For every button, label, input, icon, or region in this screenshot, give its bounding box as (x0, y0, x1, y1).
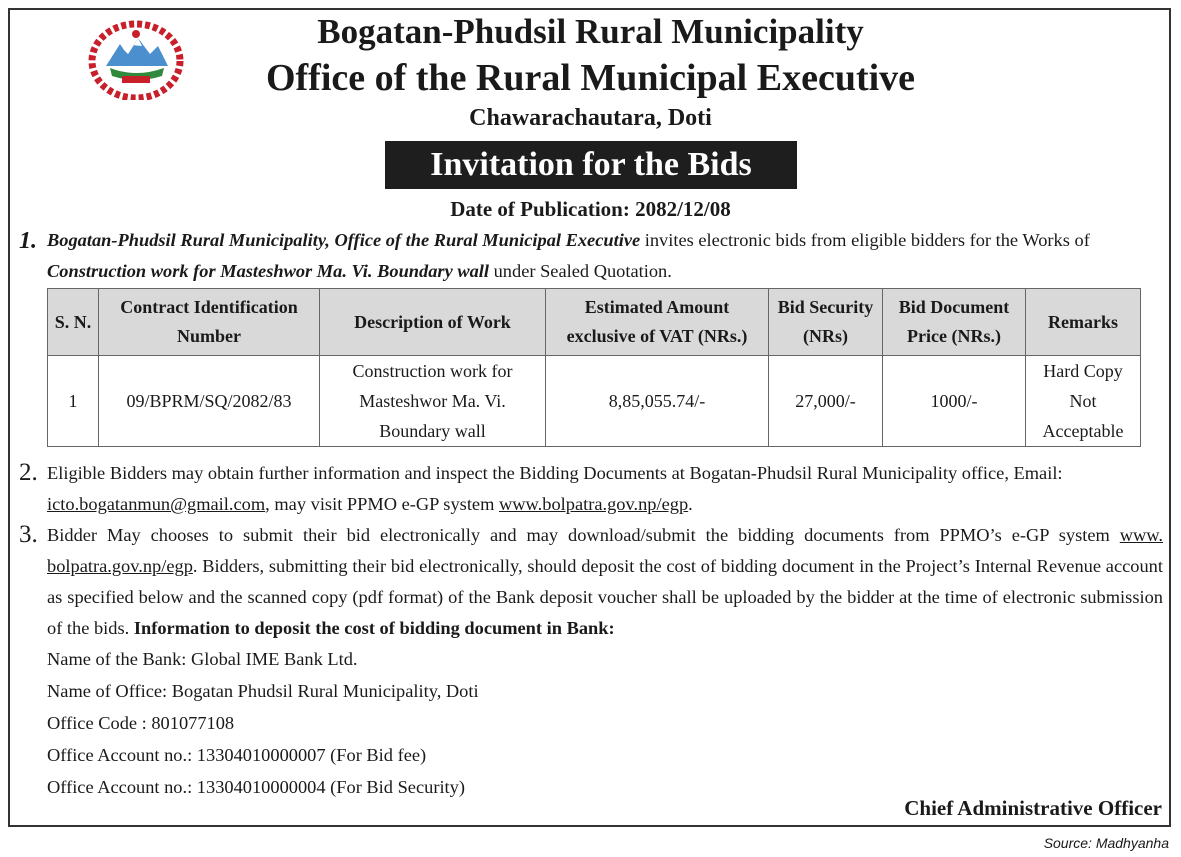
bank-name: Name of the Bank: Global IME Bank Ltd. (47, 649, 358, 669)
bid-table (47, 288, 1141, 447)
item-3-text-a: Bidder May chooses to submit their bid electronically and may download/submit the bidding documents from PPMO’s e-GP system (47, 525, 1120, 545)
notice-title-banner: Invitation for the Bids (385, 141, 797, 189)
source-credit: Source: Madhyanha (1043, 835, 1169, 851)
municipality-name: Bogatan-Phudsil Rural Municipality (317, 12, 864, 51)
header-doc-price: Bid Document Price (NRs.) (883, 289, 1026, 356)
cell-remarks: Hard Copy Not Acceptable (1026, 356, 1141, 447)
cell-amount: 8,85,055.74/- (546, 356, 769, 447)
header-security: Bid Security (NRs) (769, 289, 883, 356)
email-link[interactable]: icto.bogatanmun@gmail.com (47, 494, 266, 514)
item-1-text-a: invites electronic bids from eligible bidders for the Works of (640, 230, 1090, 250)
header-sn: S. N. (48, 289, 99, 356)
office-code: Office Code : 801077108 (47, 713, 235, 733)
table-row (48, 356, 1141, 447)
item-2-text (47, 458, 1163, 520)
item-3-text (47, 520, 1163, 644)
cell-description: Construction work for Masteshwor Ma. Vi. Boundary wall (320, 356, 546, 447)
account-security: Office Account no.: 13304010000004 (For Bid Security) (47, 777, 465, 797)
item-2-text-b: , may visit PPMO e-GP system (265, 494, 499, 514)
header-remarks: Remarks (1026, 289, 1141, 356)
cell-sn: 1 (48, 356, 99, 447)
item-1-work: Construction work for Masteshwor Ma. Vi. Boundary wall (47, 261, 490, 281)
signature-title: Chief Administrative Officer (904, 796, 1162, 820)
office-location: Chawarachautara, Doti (469, 105, 712, 131)
publication-date: Date of Publication: 2082/12/08 (450, 197, 731, 221)
item-1-text-b: under Sealed Quotation. (489, 261, 672, 281)
cell-security: 27,000/- (769, 356, 883, 447)
office-name: Office of the Rural Municipal Executive (265, 57, 916, 99)
item-number-2: 2. (19, 459, 38, 486)
item-2-text-c: . (688, 494, 693, 514)
item-3-text-b: . Bidders, submitting their bid electronically, should deposit the cost of bidding document in the Project’s Internal Revenue account as specified below and the scanned copy (pdf format) of the Bank deposit voucher shall be uploaded by the bidder at the time of electronic submission of the bids. (47, 556, 1163, 638)
table-header-row (48, 289, 1141, 356)
item-3-bold: Information to deposit the cost of bidding document in Bank: (133, 618, 615, 638)
item-2-text-a: Eligible Bidders may obtain further information and inspect the Bidding Documents at Bogatan-Phudsil Rural Municipality office, Email: (47, 463, 1063, 483)
egp-link[interactable]: www.bolpatra.gov.np/egp (499, 494, 689, 514)
egp-link-2[interactable]: www. bolpatra.gov.np/egp (47, 525, 1163, 576)
header-amount: Estimated Amount exclusive of VAT (NRs.) (546, 289, 769, 356)
item-number-3: 3. (19, 521, 38, 548)
cell-doc-price: 1000/- (883, 356, 1026, 447)
header-description: Description of Work (320, 289, 546, 356)
office-name-line: Name of Office: Bogatan Phudsil Rural Municipality, Doti (47, 681, 479, 701)
item-1-org: Bogatan-Phudsil Rural Municipality, Office of the Rural Municipal Executive (47, 230, 641, 250)
item-1-text (47, 225, 1163, 287)
item-number-1: 1. (19, 228, 37, 254)
header-contract: Contract Identification Number (99, 289, 320, 356)
cell-contract: 09/BPRM/SQ/2082/83 (99, 356, 320, 447)
account-fee: Office Account no.: 13304010000007 (For Bid fee) (47, 745, 427, 765)
